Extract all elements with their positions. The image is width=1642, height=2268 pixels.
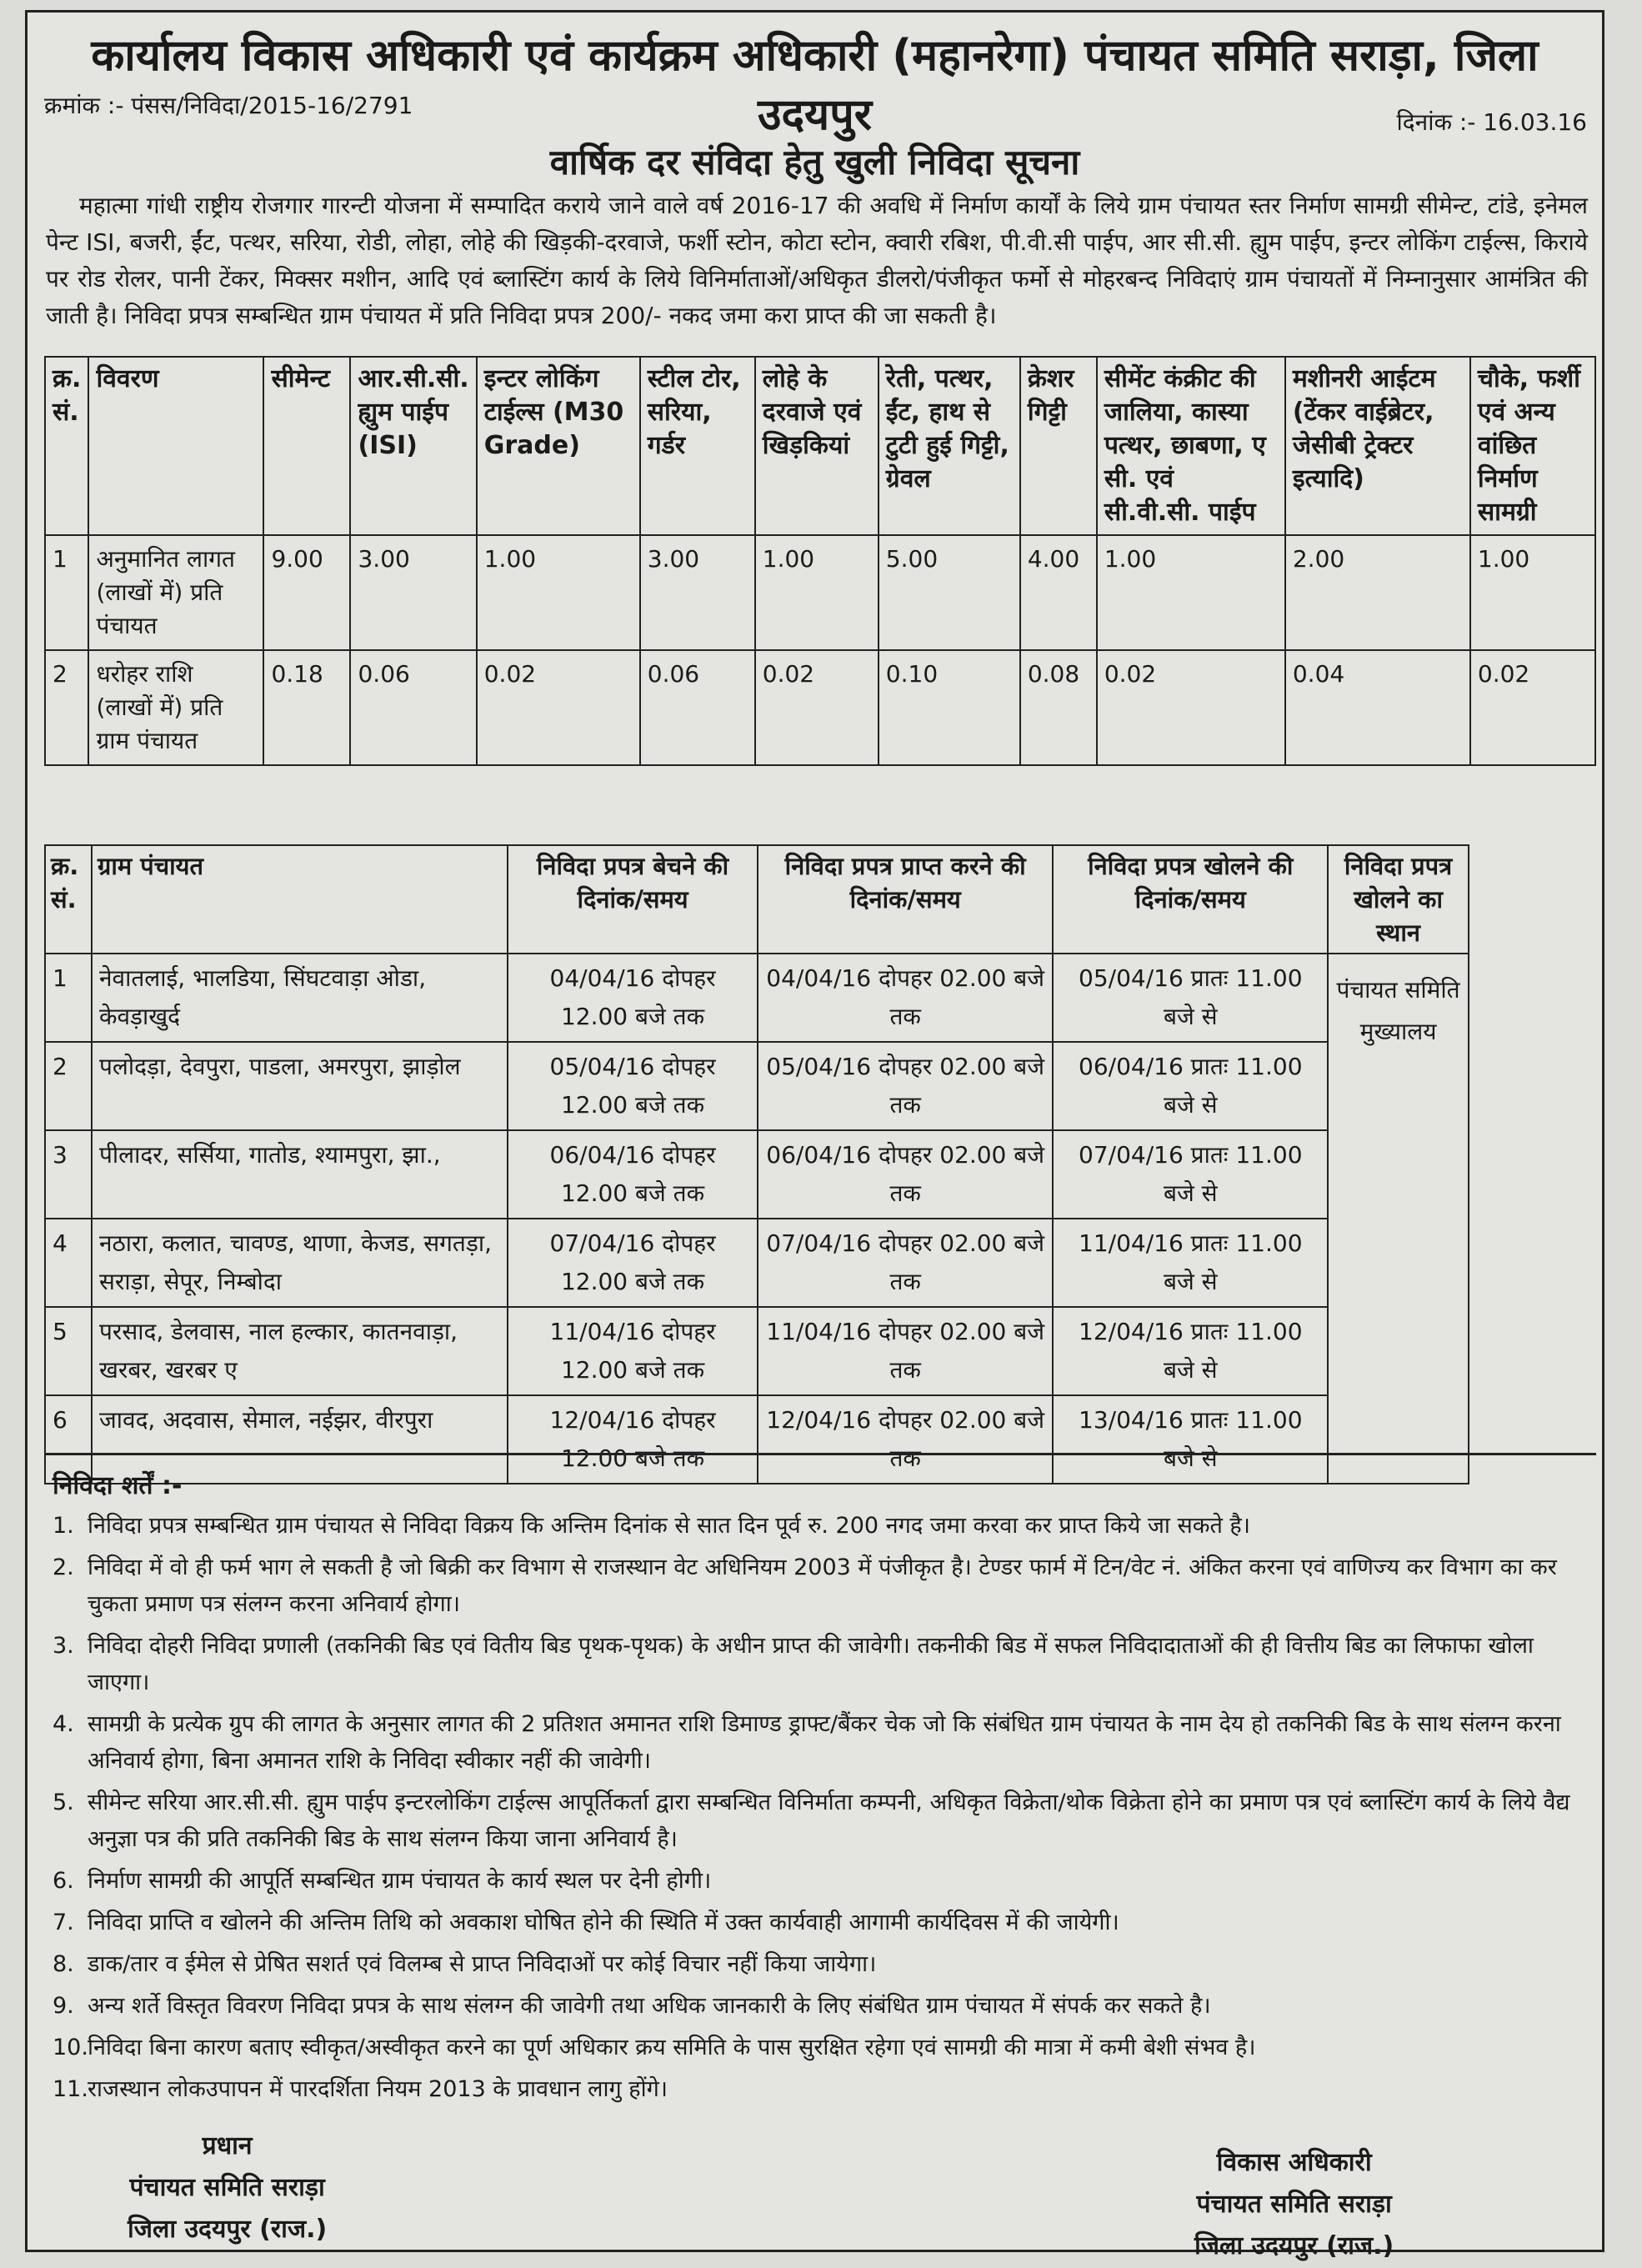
term-number: 7.: [53, 1910, 74, 1935]
signature-office: पंचायत समिति सराड़ा: [1196, 2190, 1392, 2219]
cost-header: रेती, पत्थर, ईंट, हाथ से टुटी हुई गिट्टी, ग्रेवल: [879, 357, 1020, 535]
cell-sale-date: 07/04/16 दोपहर 12.00 बजे तक: [508, 1219, 758, 1307]
cell-value: 2.00: [1285, 535, 1470, 650]
signature-pradhan: [128, 2125, 327, 2250]
term-item: [44, 1988, 1596, 2025]
cell-gram-panchayat: पलोदड़ा, देवपुरा, पाडला, अमरपुरा, झाड़ोल: [92, 1042, 508, 1130]
cost-header: इन्टर लोकिंग टाईल्स (M30 Grade): [477, 357, 640, 535]
cell-value: 9.00: [263, 535, 350, 650]
term-number: 4.: [53, 1711, 74, 1737]
cell-receive-date: 06/04/16 दोपहर 02.00 बजे तक: [758, 1130, 1054, 1219]
signature-district: जिला उदयपुर (राज.): [128, 2215, 328, 2244]
cell-value: 0.18: [263, 650, 350, 765]
term-number: 8.: [53, 1951, 74, 1977]
term-text: निविदा प्राप्ति व खोलने की अन्तिम तिथि को अवकाश घोषित होने की स्थिति में उक्त कार्यवाही आगामी कार्यदिवस में की जायेगी।: [88, 1910, 1119, 1935]
schedule-header: निविदा प्रपत्र खोलने का स्थान: [1328, 845, 1469, 954]
term-number: 1.: [53, 1513, 74, 1539]
schedule-row: [45, 1130, 1469, 1219]
term-item: [44, 2071, 1596, 2108]
term-text: सामग्री के प्रत्येक ग्रुप की लागत के अनुसार लागत की 2 प्रतिशत अमानत राशि डिमाण्ड ड्राफ्ट/बैंकर चेक जो कि संबंधित ग्राम पंचायत के नाम देय हो तकनिकी बिड के साथ संलग्न करना अनिवार्य होगा, बिना अमानत राशि के निविदा स्वीकार नहीं की जावेगी।: [88, 1711, 1561, 1774]
cell-open-date: 05/04/16 प्रातः 11.00 बजे से: [1053, 954, 1328, 1042]
cell-gram-panchayat: पीलादर, सर्सिया, गातोड, श्यामपुरा, झा.,: [92, 1130, 508, 1219]
cell-receive-date: 12/04/16 दोपहर 02.00 बजे तक: [758, 1395, 1054, 1484]
term-number: 2.: [53, 1555, 74, 1580]
cost-header: सीमेन्ट: [263, 357, 350, 535]
schedule-header: निविदा प्रपत्र खोलने की दिनांक/समय: [1053, 845, 1328, 954]
cell-open-date: 12/04/16 प्रातः 11.00 बजे से: [1053, 1307, 1328, 1395]
term-item: [44, 1508, 1596, 1545]
cell-sale-date: 12/04/16 दोपहर 12.00 बजे तक: [508, 1395, 758, 1484]
cell-value: 1.00: [1470, 535, 1595, 650]
schedule-table: [44, 844, 1469, 1484]
cell-value: 0.02: [1097, 650, 1285, 765]
cell-sn: 4: [45, 1219, 92, 1307]
term-text: राजस्थान लोकउपापन में पारदर्शिता नियम 2013 के प्रावधान लागु होंगे।: [88, 2076, 668, 2102]
term-number: 6.: [53, 1868, 74, 1894]
term-item: [44, 1706, 1596, 1780]
cell-sale-date: 04/04/16 दोपहर 12.00 बजे तक: [508, 954, 758, 1042]
cost-table: [44, 356, 1596, 766]
term-item: [44, 1550, 1596, 1623]
term-number: 11.: [53, 2076, 88, 2102]
term-text: निर्माण सामग्री की आपूर्ति सम्बन्धित ग्राम पंचायत के कार्य स्थल पर देनी होगी।: [88, 1868, 712, 1894]
cost-header: मशीनरी आईटम (टेंकर वाईब्रेटर, जेसीबी ट्रेक्टर इत्यादि): [1285, 357, 1470, 535]
cell-gram-panchayat: नठारा, कलात, चावण्ड, थाणा, केजड, सगतड़ा, सराड़ा, सेपूर, निम्बोदा: [92, 1219, 508, 1307]
schedule-table-header: [45, 845, 1469, 954]
cost-row-deposit: [45, 650, 1595, 765]
cell-desc: धरोहर राशि (लाखों में) प्रति ग्राम पंचायत: [88, 650, 263, 765]
term-number: 10.: [53, 2035, 88, 2060]
term-text: निविदा बिना कारण बताए स्वीकृत/अस्वीकृत करने का पूर्ण अधिकार क्रय समिति के पास सुरक्षित रहेगा एवं सामग्री की मात्रा में कमी बेशी संभव है।: [88, 2035, 1256, 2060]
term-text: सीमेन्ट सरिया आर.सी.सी. ह्युम पाईप इन्टरलोकिंग टाईल्स आपूर्तिकर्ता द्वारा सम्बन्धित विनिर्माता कम्पनी, अधिकृत विक्रेता/थोक विक्रेता होने का प्रमाण पत्र एवं ब्लास्टिंग कार्य के लिये वैद्य अनुज्ञा पत्र की प्रति तकनिकी बिड के साथ संलग्न किया जाना अनिवार्य है।: [88, 1790, 1570, 1852]
term-text: अन्य शर्ते विस्तृत विवरण निविदा प्रपत्र के साथ संलग्न की जावेगी तथा अधिक जानकारी के लिए संबंधित ग्राम पंचायत में संपर्क कर सकते है।: [88, 1993, 1211, 2019]
cost-header: आर.सी.सी. ह्युम पाईप (ISI): [350, 357, 476, 535]
cell-desc: अनुमानित लागत (लाखों में) प्रति पंचायत: [88, 535, 263, 650]
term-item: [44, 1905, 1596, 1941]
cell-sn: 1: [45, 954, 92, 1042]
cell-value: 0.02: [477, 650, 640, 765]
term-text: निविदा प्रपत्र सम्बन्धित ग्राम पंचायत से निविदा विक्रय कि अन्तिम दिनांक से सात दिन पूर्व रु. 200 नगद जमा करवा कर प्राप्त किये जा सकते है।: [88, 1513, 1250, 1539]
schedule-header: निविदा प्रपत्र बेचने की दिनांक/समय: [508, 845, 758, 954]
signature-designation: विकास अधिकारी: [1216, 2148, 1372, 2177]
cell-value: 0.10: [879, 650, 1020, 765]
cell-value: 3.00: [640, 535, 755, 650]
cost-header: सीमेंट कंक्रीट की जालिया, कास्या पत्थर, छाबणा, ए सी. एवं सी.वी.सी. पाईप: [1097, 357, 1285, 535]
term-text: निविदा दोहरी निविदा प्रणाली (तकनिकी बिड एवं वितीय बिड पृथक-पृथक) के अधीन प्राप्त की जावेगी। तकनीकी बिड में सफल निविदादाताओं की ही वित्तीय बिड का लिफाफा खोला जाएगा।: [88, 1633, 1534, 1695]
cell-open-date: 11/04/16 प्रातः 11.00 बजे से: [1053, 1219, 1328, 1307]
term-item: [44, 2030, 1596, 2066]
term-number: 9.: [53, 1993, 74, 2019]
cost-header: लोहे के दरवाजे एवं खिड़कियां: [755, 357, 879, 535]
cell-open-date: 13/04/16 प्रातः 11.00 बजे से: [1053, 1395, 1328, 1484]
terms-title: निविदा शर्तें :-: [53, 1471, 183, 1500]
cell-receive-date: 04/04/16 दोपहर 02.00 बजे तक: [758, 954, 1054, 1042]
signature-district: जिला उदयपुर (राज.): [1194, 2231, 1394, 2260]
cell-sn: 6: [45, 1395, 92, 1484]
cell-value: 3.00: [350, 535, 476, 650]
tender-terms: [44, 1453, 1596, 2113]
cell-value: 1.00: [755, 535, 879, 650]
cell-value: 1.00: [1097, 535, 1285, 650]
signature-office: पंचायत समिति सराड़ा: [129, 2173, 325, 2202]
cell-value: 0.06: [350, 650, 476, 765]
term-item: [44, 1946, 1596, 1983]
cell-sn: 1: [45, 535, 88, 650]
cell-sn: 5: [45, 1307, 92, 1395]
notice-title: वार्षिक दर संविदा हेतु खुली निविदा सूचना: [549, 142, 1080, 183]
cell-sn: 3: [45, 1130, 92, 1219]
cell-open-date: 07/04/16 प्रातः 11.00 बजे से: [1053, 1130, 1328, 1219]
cell-sale-date: 11/04/16 दोपहर 12.00 बजे तक: [508, 1307, 758, 1395]
schedule-header: निविदा प्रपत्र प्राप्त करने की दिनांक/समय: [758, 845, 1054, 954]
cell-sn: 2: [45, 650, 88, 765]
cell-value: 0.06: [640, 650, 755, 765]
cell-receive-date: 07/04/16 दोपहर 02.00 बजे तक: [758, 1219, 1054, 1307]
term-text: निविदा में वो ही फर्म भाग ले सकती है जो बिक्री कर विभाग से राजस्थान वेट अधिनियम 2003 में पंजीकृत है। टेण्डर फार्म में टिन/वेट नं. अंकित करना एवं वाणिज्य कर विभाग का कर चुकता प्रमाण पत्र संलग्न करना अनिवार्य होगा।: [88, 1555, 1557, 1617]
cell-sn: 2: [45, 1042, 92, 1130]
cell-open-date: 06/04/16 प्रातः 11.00 बजे से: [1053, 1042, 1328, 1130]
cell-value: 0.04: [1285, 650, 1470, 765]
cost-row-estimated: [45, 535, 1595, 650]
cell-value: 0.02: [755, 650, 879, 765]
cell-gram-panchayat: जावद, अदवास, सेमाल, नईझर, वीरपुरा: [92, 1395, 508, 1484]
cell-value: 5.00: [879, 535, 1020, 650]
reference-number: क्रमांक :- पंसस/निविदा/2015-16/2791: [44, 92, 413, 119]
cell-receive-date: 05/04/16 दोपहर 02.00 बजे तक: [758, 1042, 1054, 1130]
schedule-row: [45, 954, 1469, 1042]
cell-value: 4.00: [1020, 535, 1097, 650]
cell-gram-panchayat: परसाद, डेलवास, नाल हल्कार, कातनवाड़ा, खरबर, खरबर ए: [92, 1307, 508, 1395]
term-item: [44, 1863, 1596, 1900]
term-number: 3.: [53, 1633, 74, 1659]
term-item: [44, 1628, 1596, 1701]
schedule-row: [45, 1307, 1469, 1395]
intro-paragraph: महात्मा गांधी राष्ट्रीय रोजगार गारन्टी योजना में सम्पादित कराये जाने वाले वर्ष 2016-17 की अवधि में निर्माण कार्यों के लिये ग्राम पंचायत स्तर निर्माण सामग्री सीमेन्ट, टांडे, इनेमल पेन्ट ISI, बजरी, ईंट, पत्थर, सरिया, रोडी, लोहा, लोहे की खिड़की-दरवाजे, फर्शी स्टोन, कोटा स्टोन, क्वारी रबिश, पी.वी.सी पाईप, आर सी.सी. ह्युम पाईप, इन्टर लोकिंग टाईल्स, किराये पर रोड रोलर, पानी टेंकर, मिक्सर मशीन, आदि एवं ब्लास्टिंग कार्य के लिये विनिर्माताओं/अधिकृत डीलरो/पंजीकृत फर्मो से मोहरबन्द निविदाएं ग्राम पंचायतों में निम्नानुसार आमंत्रित की जाती है। निविदा प्रपत्र सम्बन्धित ग्राम पंचायत में प्रति निविदा प्रपत्र 200/- नकद जमा करा प्राप्त की जा सकती है।: [46, 192, 1588, 329]
schedule-header: क्र. सं.: [45, 845, 92, 954]
notice-date: दिनांक :- 16.03.16: [1396, 108, 1587, 136]
cell-gram-panchayat: नेवातलाई, भालडिया, सिंघटवाड़ा ओडा, केवड़ाखुर्द: [92, 954, 508, 1042]
term-item: [44, 1785, 1596, 1858]
office-title: कार्यालय विकास अधिकारी एवं कार्यक्रम अधिकारी (महानरेगा) पंचायत समिति सराड़ा, जिला उदयपुर: [91, 31, 1539, 140]
cell-sale-date: 06/04/16 दोपहर 12.00 बजे तक: [508, 1130, 758, 1219]
cell-value: 1.00: [477, 535, 640, 650]
signature-development-officer: [1194, 2142, 1394, 2267]
term-number: 5.: [53, 1790, 74, 1815]
schedule-row: [45, 1219, 1469, 1307]
cell-value: 0.02: [1470, 650, 1595, 765]
cell-sale-date: 05/04/16 दोपहर 12.00 बजे तक: [508, 1042, 758, 1130]
schedule-row: [45, 1042, 1469, 1130]
cost-header: चौके, फर्शी एवं अन्य वांछित निर्माण सामग्री: [1470, 357, 1595, 535]
term-text: डाक/तार व ईमेल से प्रेषित सशर्त एवं विलम्ब से प्राप्त निविदाओं पर कोई विचार नहीं किया जायेगा।: [88, 1951, 877, 1977]
cost-header: विवरण: [88, 357, 263, 535]
cell-value: 0.08: [1020, 650, 1097, 765]
terms-list: [44, 1508, 1596, 2108]
cell-opening-place: पंचायत समिति मुख्यालय: [1328, 954, 1469, 1484]
tender-notice: [25, 10, 1604, 2260]
cost-table-header: [45, 357, 1595, 535]
cost-header: स्टील टोर, सरिया, गर्डर: [640, 357, 755, 535]
cost-header: क्रेशर गिट्टी: [1020, 357, 1097, 535]
cost-header: क्र. सं.: [45, 357, 88, 535]
schedule-header: ग्राम पंचायत: [92, 845, 508, 954]
cell-receive-date: 11/04/16 दोपहर 02.00 बजे तक: [758, 1307, 1054, 1395]
signature-designation: प्रधान: [202, 2131, 253, 2160]
